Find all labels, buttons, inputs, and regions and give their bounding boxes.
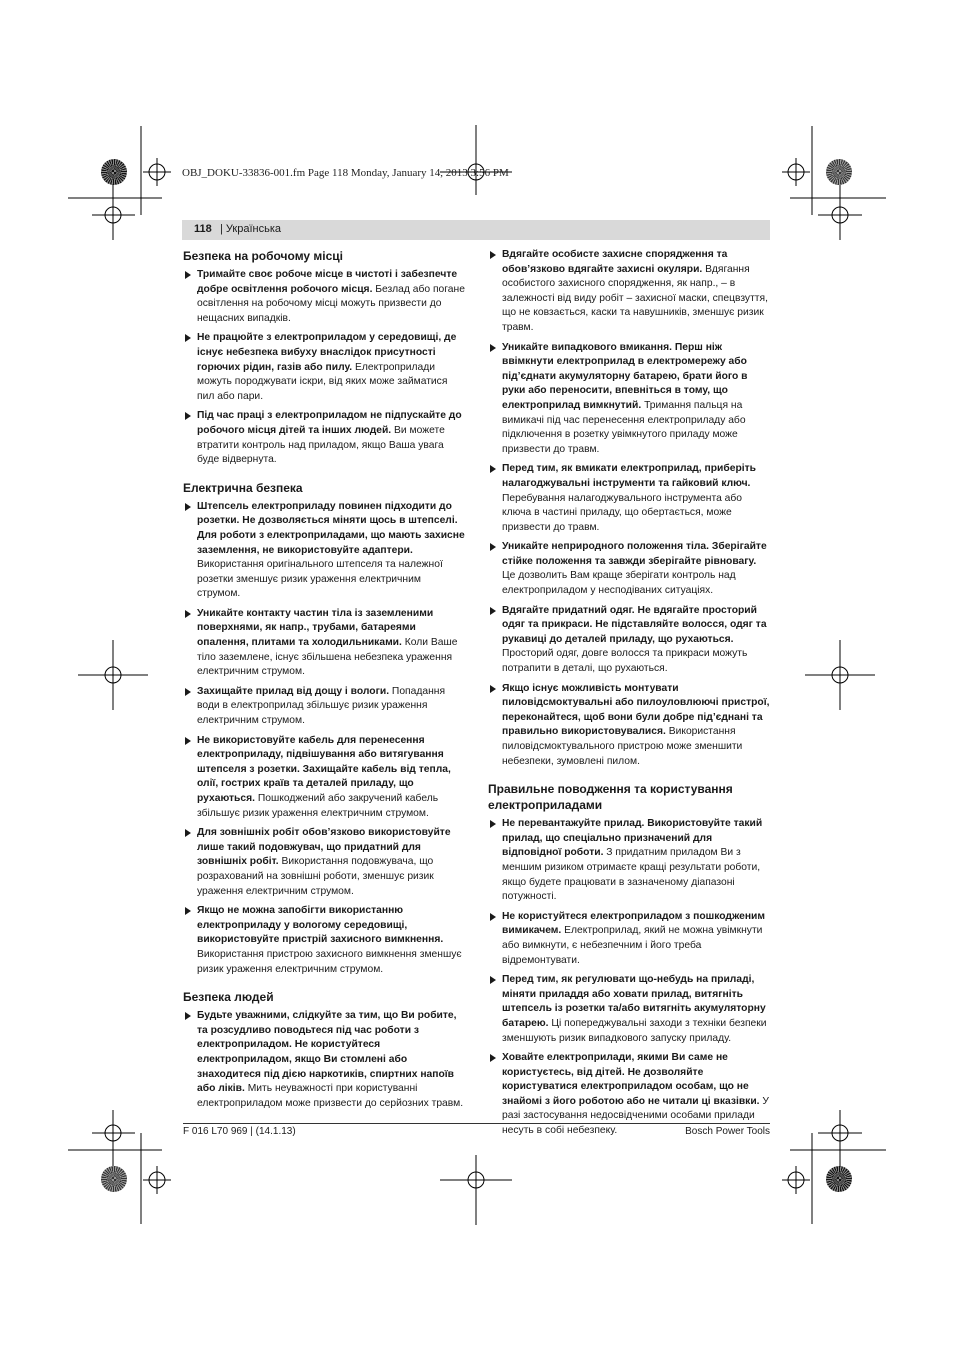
bullet-list: [183, 1009, 466, 1111]
footer-brand: Bosch Power Tools: [685, 1126, 770, 1137]
list-item: [183, 1009, 466, 1111]
item-bold-text: Не користуйтеся електроприладом з пошкодженим вимикачем.: [502, 910, 766, 937]
list-item: [488, 817, 770, 905]
item-body-text: Ви можете втратити контроль над приладом, якщо Ваша увага буде відвернута.: [197, 424, 445, 466]
bullet-triangle-icon: [185, 610, 191, 618]
bullet-triangle-icon: [490, 465, 496, 473]
list-item: [183, 826, 466, 899]
color-target-bottom-left: [101, 1166, 127, 1192]
bullet-triangle-icon: [490, 820, 496, 828]
bullet-triangle-icon: [490, 1054, 496, 1062]
bullet-list: [183, 268, 466, 468]
item-bold-text: Якщо існує можливість монтувати пиловідсмоктувальні або пилоуловлюючі пристрої, переконайтеся, щоб вони були добре під’єднані та правильно використовувалися.: [502, 682, 770, 738]
bullet-triangle-icon: [490, 607, 496, 615]
list-item: [183, 409, 466, 467]
item-body-text: Вдягання особистого захисного спорядження, як напр., – в залежності від виду робіт – захисної маски, спецвзуття, що не ковзається, каски та навушників, зменшує ризик травм.: [502, 263, 768, 333]
bullet-triangle-icon: [185, 907, 191, 915]
item-bold-text: Під час праці з електроприладом не підпускайте до робочого місця дітей та інших людей.: [197, 410, 462, 436]
right-column: [488, 248, 770, 1144]
item-bold-text: Перед тим, як регулювати що-небудь на приладі, міняти приладдя або ховати прилад, витягніть штепсель із розетки та/або витягніть акумуляторну батарею.: [502, 974, 766, 1029]
item-body-text: Електроприлад, який не можна увімкнути або вимкнути, є небезпечним і його треба відремонтувати.: [502, 925, 763, 966]
item-body-text: Тримання пальця на вимикачі під час перенесення електроприладу або підключення в розетку увімкнутого приладу може призвести до травм.: [502, 399, 746, 455]
item-bold-text: Уникайте випадкового вмикання. Перш ніж ввімкнути електроприлад в електромережу або під’єднати акумуляторну батарею, брати його в руки або переносити, впевніться в тому, що електроприлад вимкнутий.: [502, 341, 748, 411]
item-bold-text: Захищайте прилад від дощу і вологи.: [197, 685, 390, 697]
list-item: [488, 682, 770, 770]
item-bold-text: Для зовнішніх робіт обов’язково використовуйте лише такий подовжувач, що придатний для зовнішніх робіт.: [197, 827, 451, 868]
item-bold-text: Уникайте контакту частин тіла із заземленими поверхнями, як напр., трубами, батареями опалення, плитами та холодильниками.: [197, 607, 434, 649]
color-target-top-right: [826, 159, 852, 185]
bullet-list: [488, 817, 770, 1138]
item-bold-text: Вдягайте особисте захисне спорядження та обов’язково вдягайте захисні окуляри.: [502, 249, 728, 275]
item-bold-text: Тримайте своє робоче місце в чистоті і забезпечте добре освітлення робочого місця.: [197, 269, 458, 295]
item-body-text: Просторий одяг, довге волосся та прикраси можуть потрапити в деталі, що рухаються.: [502, 648, 748, 675]
list-item: [183, 500, 466, 602]
item-body-text: Використання пиловідсмоктувального пристрою може зменшити небезпеки, зумовлені пилом.: [502, 726, 743, 767]
item-body-text: Використання пристрою захисного вимкнення зменшує ризик ураження електричним струмом.: [197, 948, 462, 975]
item-bold-text: Уникайте неприродного положення тіла. Зберігайте стійке положення та завжди зберігайте рівновагу.: [502, 541, 767, 567]
item-body-text: Перебування налагоджувального інструмента або ключа в частині приладу, що обертається, може призвести до травм.: [502, 492, 743, 533]
item-body-text: Безлад або погане освітлення на робочому місці можуть призвести до нещасних випадків.: [197, 283, 465, 324]
list-item: [488, 910, 770, 968]
bullet-list: [488, 248, 770, 769]
item-body-text: Ці попереджувальні заходи з техніки безпеки зменшують ризик випадкового запуску приладу.: [502, 1017, 767, 1044]
bullet-triangle-icon: [185, 271, 191, 279]
item-bold-text: Якщо не можна запобігти використанню електроприладу у вологому середовищі, використовуйте пристрій захисного вимкнення.: [197, 905, 444, 946]
item-bold-text: Перед тим, як вмикати електроприлад, приберіть налагоджувальні інструменти та гайковий ключ.: [502, 463, 756, 489]
item-body-text: Попадання води в електроприлад збільшує ризик ураження електричним струмом.: [197, 685, 446, 727]
list-item: [488, 973, 770, 1046]
list-item: [488, 540, 770, 598]
section-heading: Електрична безпека: [183, 480, 303, 495]
section-heading: Безпека людей: [183, 990, 274, 1005]
item-bold-text: Не працюйте з електроприладом у середовищі, де існує небезпека вибуху внаслідок присутності горючих рідин, газів або пилу.: [197, 332, 457, 373]
item-body-text: Коли Ваше тіло заземлене, існує збільшена небезпека ураження електричним струмом.: [197, 637, 458, 678]
language-label: Українська: [225, 223, 281, 235]
color-target-top-left: [101, 159, 127, 185]
left-column: [183, 248, 466, 1116]
page-language: | Українська: [220, 223, 281, 235]
item-body-text: Електроприлади можуть породжувати іскри, від яких може займатися пил або пари.: [197, 361, 448, 402]
item-body-text: Пошкоджений або закручений кабель збільшує ризик ураження електричним струмом.: [197, 793, 439, 819]
bullet-triangle-icon: [185, 503, 191, 511]
bullet-triangle-icon: [490, 976, 496, 984]
bullet-triangle-icon: [185, 688, 191, 696]
list-item: [488, 341, 770, 458]
bullet-triangle-icon: [490, 344, 496, 352]
bullet-triangle-icon: [490, 685, 496, 693]
section-heading: Безпека на робочому місці: [183, 249, 344, 263]
item-bold-text: Не використовуйте кабель для перенесення електроприладу, підвішування або витягування штепселя з розетки. Захищайте кабель від тепла, олії, гострих країв та деталей приладу, що рухаються.: [197, 734, 451, 804]
bullet-list: [183, 500, 466, 977]
item-body-text: Використання подовжувача, що розрахований на зовнішні роботи, зменшує ризик ураження електричним струмом.: [197, 856, 434, 897]
bullet-triangle-icon: [185, 334, 191, 342]
bullet-triangle-icon: [490, 543, 496, 551]
item-body-text: У разі застосування недосвідченими особами прилади несуть в собі небезпеку.: [502, 1095, 769, 1137]
bullet-triangle-icon: [490, 251, 496, 259]
page-number: 118: [194, 223, 212, 235]
section-heading: Правильне поводження та користування електроприладами: [488, 782, 733, 813]
bullet-triangle-icon: [185, 737, 191, 745]
item-body-text: Використання оригінального штепселя та належної розетки зменшує ризик ураження електричним струмом.: [197, 559, 443, 600]
list-item: [183, 331, 466, 404]
list-item: [183, 904, 466, 977]
list-item: [183, 685, 466, 729]
footer-rule: [183, 1123, 770, 1124]
bullet-triangle-icon: [185, 829, 191, 837]
list-item: [183, 734, 466, 822]
color-target-bottom-right: [826, 1166, 852, 1192]
list-item: [488, 604, 770, 677]
bullet-triangle-icon: [490, 913, 496, 921]
footer-doc-number: F 016 L70 969 | (14.1.13): [183, 1126, 296, 1137]
list-item: [488, 248, 770, 336]
bullet-triangle-icon: [185, 412, 191, 420]
file-slug: OBJ_DOKU-33836-001.fm Page 118 Monday, January 14, 2013 3:56 PM: [182, 167, 509, 179]
page-header-bar: [182, 220, 770, 240]
item-body-text: Це дозволить Вам краще зберігати контроль над електроприладом у несподіваних ситуаціях.: [502, 570, 736, 597]
bullet-triangle-icon: [185, 1012, 191, 1020]
item-bold-text: Не перевантажуйте прилад. Використовуйте такий прилад, що спеціально призначений для відповідної роботи.: [502, 818, 763, 859]
item-body-text: З придатним приладом Ви з меншим ризиком отримаєте кращі результати роботи, якщо будете працювати в зазначеному діапазоні потужності.: [502, 847, 761, 903]
item-body-text: Мить неуважності при користуванні електроприладом може призвести до серйозних травм.: [197, 1083, 464, 1109]
list-item: [488, 462, 770, 535]
item-bold-text: Будьте уважними, слідкуйте за тим, що Ви робите, та розсудливо поводьтеся під час роботи з електроприладом. Не користуйтеся електроприладом, якщо Ви стомлені або знаходитеся під дією наркотиків, спиртних напоїв або ліків.: [197, 1010, 457, 1095]
item-bold-text: Штепсель електроприладу повинен підходити до розетки. Не дозволяється міняти щось в штепселі. Для роботи з електроприладами, що мають захисне заземлення, не використовуйте адаптери.: [197, 500, 465, 556]
item-bold-text: Вдягайте придатний одяг. Не вдягайте просторий одяг та прикраси. Не підставляйте волосся, одяг та рукавиці до деталей приладу, що рухаються.: [502, 604, 767, 645]
list-item: [183, 607, 466, 680]
list-item: [183, 268, 466, 326]
item-bold-text: Ховайте електроприлади, якими Ви саме не користуєтесь, від дітей. Не дозволяйте користуватися електроприладом особам, що не знайомі з його роботою або не читали ці вказівки.: [502, 1052, 760, 1107]
